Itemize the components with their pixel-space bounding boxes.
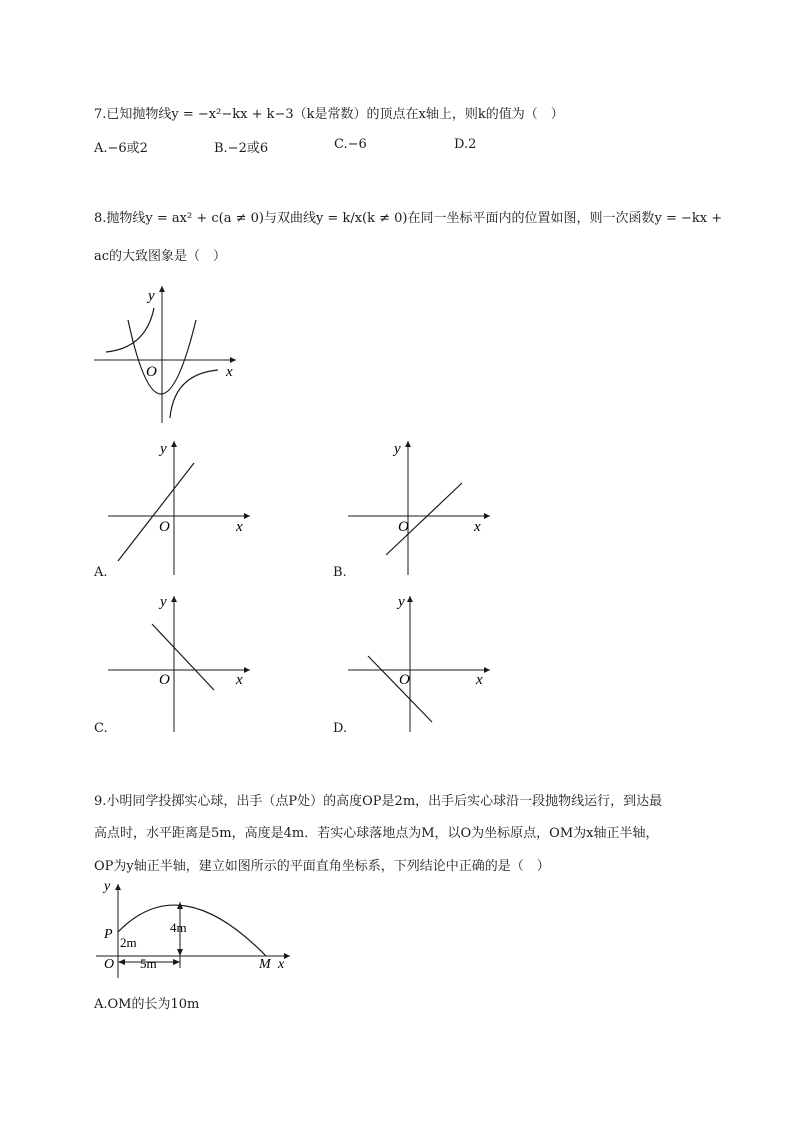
line-graph bbox=[368, 656, 432, 722]
height-2m-label: 2m bbox=[120, 935, 137, 950]
point-p-label: P bbox=[104, 927, 113, 942]
q9-stem-line3: OP为y轴正半轴，建立如图所示的平面直角坐标系，下列结论中正确的是（ ） bbox=[94, 859, 550, 874]
axis-x-label: x bbox=[226, 364, 233, 380]
q8-option-d-label[interactable]: D. bbox=[333, 721, 348, 736]
axis-y-label: y bbox=[394, 441, 401, 457]
origin-label: O bbox=[399, 672, 410, 688]
q8-main-figure bbox=[90, 278, 250, 428]
point-m-label: M bbox=[259, 957, 271, 972]
q8-option-b-label[interactable]: B. bbox=[333, 565, 347, 580]
axis-y-label: y bbox=[160, 441, 167, 457]
q9-stem-line2: 高点时，水平距离是5m，高度是4m．若实心球落地点为M，以O为坐标原点，OM为x轴正半轴， bbox=[94, 826, 659, 841]
origin-label: O bbox=[159, 672, 170, 688]
axis-x-label: x bbox=[476, 672, 483, 688]
axis-y-label: y bbox=[398, 594, 405, 610]
height-4m-label: 4m bbox=[170, 920, 187, 935]
axis-y-label: y bbox=[148, 288, 155, 304]
axis-x-label: x bbox=[474, 519, 481, 535]
origin-label: O bbox=[104, 957, 115, 972]
q8-graph-b[interactable] bbox=[344, 435, 494, 580]
distance-5m-label: 5m bbox=[140, 956, 157, 971]
origin-label: O bbox=[159, 519, 170, 535]
axis-x-label: x bbox=[236, 519, 243, 535]
origin-label: O bbox=[146, 364, 157, 380]
q8-graph-d[interactable] bbox=[344, 590, 494, 735]
axis-x-label: x bbox=[236, 672, 243, 688]
q8-option-a-label[interactable]: A. bbox=[94, 565, 108, 580]
line-graph bbox=[118, 463, 194, 561]
origin-label: O bbox=[398, 519, 409, 535]
q8-option-c-label[interactable]: C. bbox=[94, 721, 108, 736]
q8-stem-line1: 8.抛物线y = ax² + c(a ≠ 0)与双曲线y = k/x(k ≠ 0)在同一坐标平面内的位置如图，则一次函数y = −kx + bbox=[94, 211, 723, 226]
trajectory-curve bbox=[118, 905, 266, 956]
q7-option-b[interactable]: B.−2或6 bbox=[214, 141, 269, 156]
q8-graph-c[interactable] bbox=[104, 590, 254, 735]
q7-stem: 7.已知抛物线y = −x²−kx + k−3（k是常数）的顶点在x轴上，则k的值为（ ） bbox=[94, 107, 564, 122]
q7-option-c[interactable]: C.−6 bbox=[334, 137, 367, 152]
axis-y-label: y bbox=[160, 594, 167, 610]
q8-stem-line2: ac的大致图象是（ ） bbox=[94, 249, 227, 264]
q7-option-a[interactable]: A.−6或2 bbox=[94, 141, 148, 156]
axis-x-label: x bbox=[278, 957, 285, 972]
q9-stem-line1: 9.小明同学投掷实心球，出手（点P处）的高度OP是2m，出手后实心球沿一段抛物线运行，到达最 bbox=[94, 794, 663, 809]
q7-option-d[interactable]: D.2 bbox=[454, 137, 477, 152]
axis-y-label: y bbox=[104, 879, 111, 894]
q9-figure bbox=[92, 876, 302, 984]
q9-option-a[interactable]: A.OM的长为10m bbox=[94, 997, 200, 1012]
q8-graph-a[interactable] bbox=[104, 435, 254, 580]
